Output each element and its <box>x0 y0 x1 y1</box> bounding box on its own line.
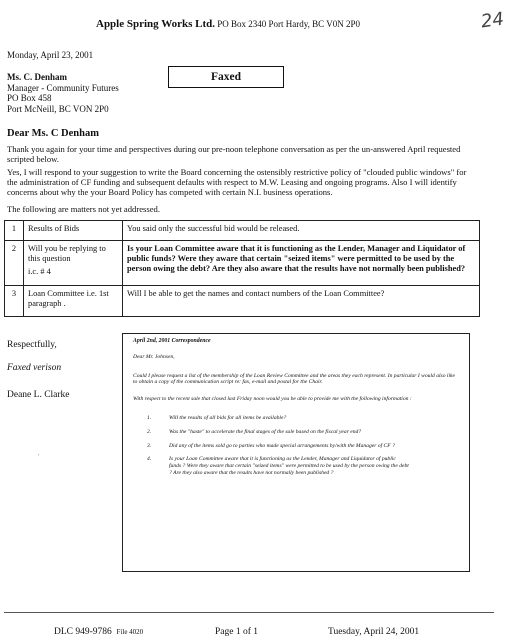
list-item: 2. Was the "haste" to accelerate the final stages of the sale based on the fiscal year end? <box>147 428 362 435</box>
paragraph-matters: The following are matters not yet addressed. <box>7 204 160 214</box>
faxed-stamp: Faxed <box>168 66 284 88</box>
memo-question-list <box>133 415 459 477</box>
memo-sale-question: With respect to the recent sale that closed last Friday noon would you be able to provide me with the following information : <box>133 396 412 403</box>
quoted-correspondence-box <box>122 333 470 572</box>
recipient-name: Ms. C. Denham <box>7 72 67 82</box>
row-number: 1 <box>5 221 24 241</box>
table-row <box>5 286 480 317</box>
table-row <box>5 221 480 241</box>
footer-page: Page 1 of 1 <box>215 627 259 637</box>
row-topic <box>24 241 123 286</box>
scan-mark: ′ <box>38 453 40 461</box>
footer-divider <box>4 612 494 613</box>
handwritten-page-mark: 24 <box>479 8 506 33</box>
recipient-city: Port McNeill, BC VON 2P0 <box>7 103 109 114</box>
row-number: 3 <box>5 286 24 317</box>
list-item: 1. Will the results of all bids for all items be available? <box>147 414 287 421</box>
paragraph-thanks: Thank you again for your time and perspectives during our pre-noon telephone conversation as per the un-answered April requested scripted below. <box>7 144 461 164</box>
memo-heading: April 2nd, 2001 Correspondence <box>133 338 211 344</box>
list-item: 4. Is your Loan Committee aware that it is functioning as the Lender, Manager and Liquidator of public funds ? Were they aware that certain "seized items" were permitted to be used by the person owing the debt ? Are they also aware that the results have not normally been published ? <box>147 456 409 476</box>
list-item: 3. Did any of the items sold go to parties who made special arrangements by/with the Manager of CF ? <box>147 442 395 449</box>
row-detail: Will I be able to get the names and contact numbers of the Loan Committee? <box>123 286 480 317</box>
company-address: PO Box 2340 Port Hardy, BC V0N 2P0 <box>217 19 361 29</box>
valediction: Respectfully, <box>7 340 57 350</box>
footer-ref: DLC 949-9786 File 4020 <box>54 627 144 637</box>
row-topic-ref: i.c. # 4 <box>28 267 51 276</box>
row-topic: Results of Bids <box>24 221 123 241</box>
memo-greeting: Dear Mr. Johnsen, <box>133 353 175 360</box>
row-topic-text: Will you be replying to this question <box>28 244 106 263</box>
row-detail: Is your Loan Committee aware that it is functioning as the Lender, Manager and Liquidator of public funds? Were they aware that certain "seized items" were permitted to be used by the person owing the debt? Are they also aware that the results have not normally been published? <box>123 241 480 286</box>
row-detail: You said only the successful bid would be released. <box>123 221 480 241</box>
memo-request: Could I please request a list of the membership of the Loan Review Committee and the areas they each represent. In particular I would also like to obtain a copy of the communication script re: fax, e-mail and postal for the Chair. <box>133 372 456 386</box>
paragraph-board: Yes, I will respond to your suggestion to write the Board concerning the ostensibly restrictive policy of "clouded public windows" for the administration of CF funding and subsequent defaults with respect to M.W. Leasing and ongoing programs. Also I will identify concerns about why the your Board Policy has competed with certain N.I. business operations. <box>7 167 467 197</box>
company-name: Apple Spring Works Ltd. <box>96 18 216 30</box>
signer-name: Deane L. Clarke <box>7 390 70 400</box>
issues-table <box>4 220 480 317</box>
footer-date: Tuesday, April 24, 2001 <box>328 627 420 637</box>
faxed-version-note: Faxed verison <box>7 363 62 373</box>
row-number: 2 <box>5 241 24 286</box>
row-topic: Loan Committee i.e. 1st paragraph . <box>24 286 123 317</box>
salutation: Dear Ms. C Denham <box>7 128 99 139</box>
footer-file: File 4020 <box>116 628 144 636</box>
letterhead <box>96 18 426 30</box>
recipient-title: Manager - Community Futures <box>7 82 119 93</box>
recipient-po-box: PO Box 458 <box>7 93 52 103</box>
table-row <box>5 241 480 286</box>
letter-date: Monday, April 23, 2001 <box>7 50 94 60</box>
recipient-block <box>7 72 119 114</box>
